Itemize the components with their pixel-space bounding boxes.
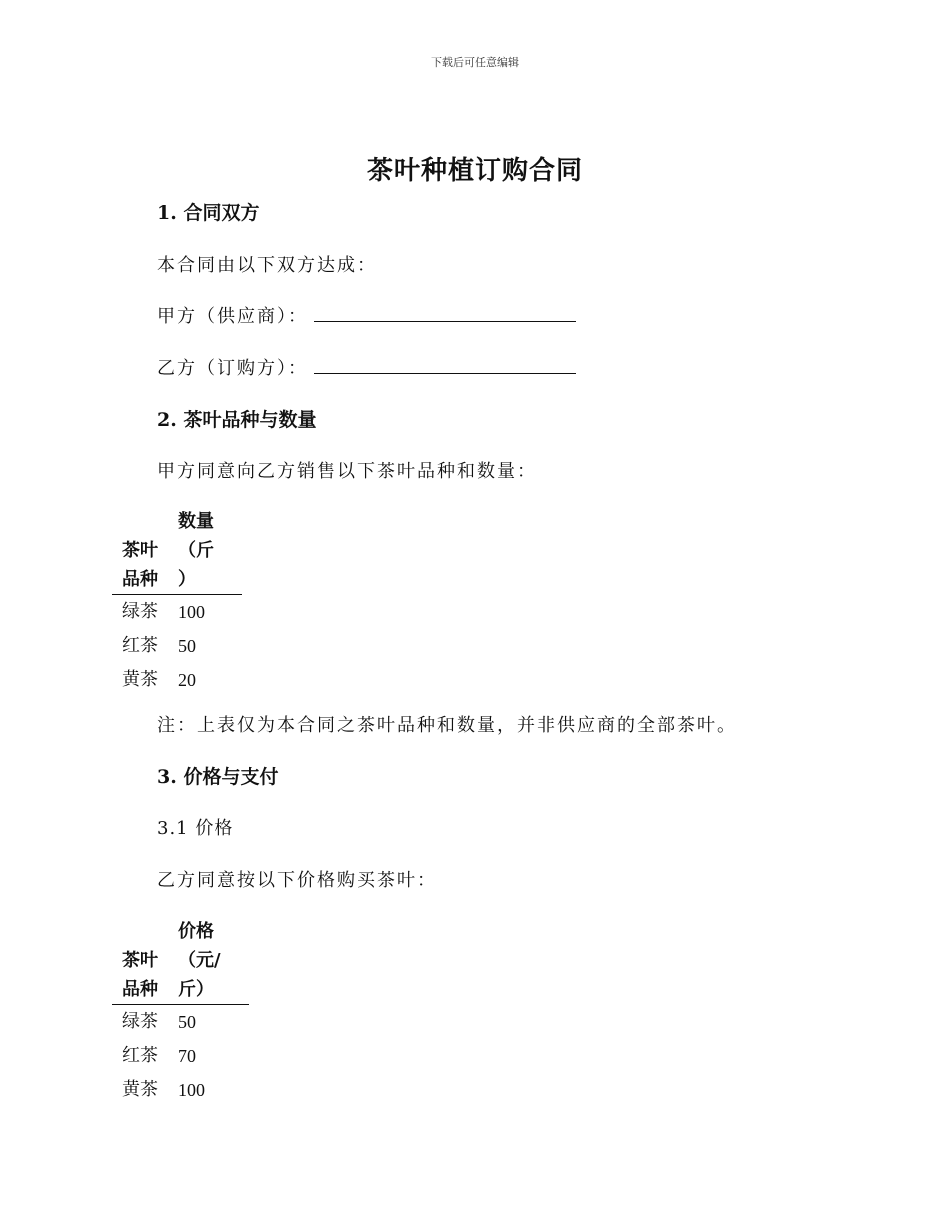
quantity-column-header <box>168 507 242 595</box>
table-row <box>112 663 242 697</box>
price-cell: 70 <box>178 1046 196 1066</box>
quantity-cell: 20 <box>178 670 196 690</box>
quantity-cell: 100 <box>178 602 205 622</box>
quantity-header-line: （斤 <box>178 540 214 561</box>
price-table <box>112 917 249 1107</box>
variety-column-header <box>112 507 168 595</box>
document-title: 茶叶种植订购合同 <box>366 156 583 186</box>
quantity-cell: 50 <box>178 636 196 656</box>
price-cell: 100 <box>178 1080 205 1100</box>
variety-header-line: 茶叶 <box>122 540 158 561</box>
party-a-label: 甲方（供应商）： <box>157 306 308 327</box>
price-column-header <box>168 917 249 1005</box>
section-1-heading: 1. 合同双方 <box>157 202 260 224</box>
variety-cell: 绿茶 <box>122 601 158 622</box>
quantity-header-line: ） <box>178 569 196 590</box>
variety-header-line: 品种 <box>122 569 158 590</box>
variety-cell: 黄茶 <box>122 669 158 690</box>
price-header-line: （元/ <box>178 950 221 971</box>
variety-cell: 红茶 <box>122 635 158 656</box>
table-header-row <box>112 507 242 595</box>
party-b-blank <box>314 372 576 374</box>
variety-cell: 红茶 <box>122 1045 158 1066</box>
price-header-line: 斤） <box>178 979 214 1000</box>
section-2-intro: 甲方同意向乙方销售以下茶叶品种和数量： <box>157 461 537 482</box>
variety-cell: 黄茶 <box>122 1079 158 1100</box>
table-header-row <box>112 917 249 1005</box>
party-a-blank <box>314 320 576 322</box>
party-b-line <box>157 354 576 380</box>
table-row <box>112 629 242 663</box>
table-row <box>112 1039 249 1073</box>
variety-column-header <box>112 917 168 1005</box>
variety-header-line: 品种 <box>122 979 158 1000</box>
section-3-intro: 乙方同意按以下价格购买茶叶： <box>157 870 437 891</box>
table-row <box>112 595 242 630</box>
quantity-table <box>112 507 242 697</box>
section-3-1-heading: 3.1 价格 <box>157 818 234 839</box>
section-2-heading: 2. 茶叶品种与数量 <box>157 409 317 431</box>
party-a-line <box>157 302 576 328</box>
quantity-header-line: 数量 <box>178 511 214 532</box>
section-3-heading: 3. 价格与支付 <box>157 766 279 788</box>
price-header-line: 价格 <box>178 921 214 942</box>
table-note: 注：上表仅为本合同之茶叶品种和数量，并非供应商的全部茶叶。 <box>157 715 737 736</box>
table-row <box>112 1073 249 1107</box>
table-row <box>112 1005 249 1040</box>
price-cell: 50 <box>178 1012 196 1032</box>
variety-cell: 绿茶 <box>122 1011 158 1032</box>
variety-header-line: 茶叶 <box>122 950 158 971</box>
party-b-label: 乙方（订购方）： <box>157 358 308 379</box>
section-1-intro: 本合同由以下双方达成： <box>157 255 377 276</box>
page-header-note: 下载后可任意编辑 <box>431 56 519 69</box>
